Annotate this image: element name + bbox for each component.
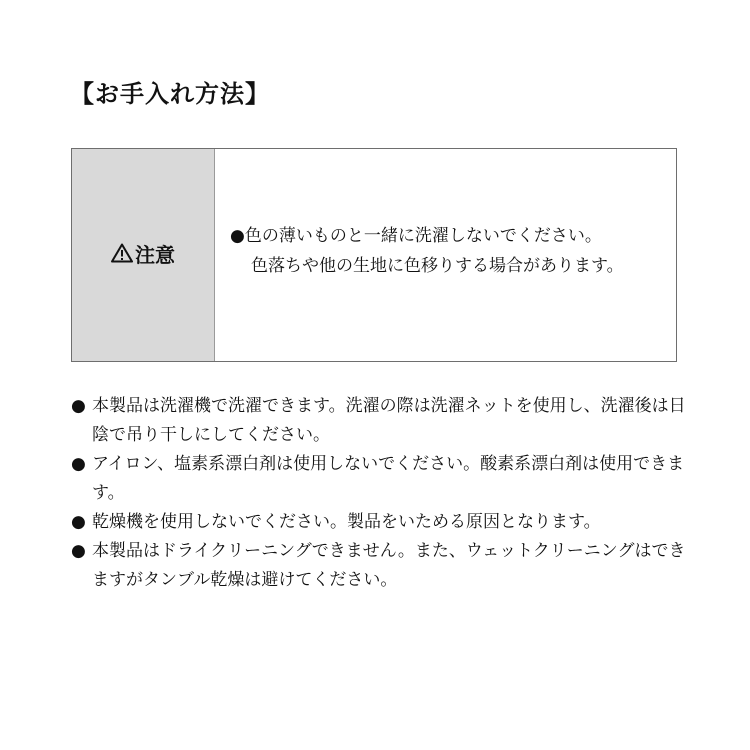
instruction-text: 本製品は洗濯機で洗濯できます。洗濯の際は洗濯ネットを使用し、洗濯後は日陰で吊り干しにしてください。 [92,396,686,445]
caution-box [71,148,677,362]
caution-label-cell [72,149,215,361]
instruction-item [71,392,691,450]
warning-icon [111,243,133,263]
bullet: ● [71,541,86,561]
caution-label [111,239,175,268]
caution-content [215,149,676,361]
caution-line-1-text: 色の薄いものと一緒に洗濯しないでください。 [244,226,602,246]
caution-bullet: ● [230,226,245,246]
instruction-text: アイロン、塩素系漂白剤は使用しないでください。酸素系漂白剤は使用できます。 [92,454,685,503]
caution-line-1 [230,221,676,251]
caution-line-2: 色落ちや他の生地に色移りする場合があります。 [251,256,624,276]
bullet: ● [71,396,86,416]
instruction-text: 乾燥機を使用しないでください。製品をいためる原因となります。 [92,512,601,532]
instruction-text: 本製品はドライクリーニングできません。また、ウェットクリーニングはできますがタンブル乾燥は避けてください。 [92,541,686,590]
bullet: ● [71,512,86,532]
instruction-item [71,537,691,595]
page-title: 【お手入れ方法】 [70,80,270,108]
caution-label-text: 注意 [135,242,175,267]
instruction-item [71,508,691,537]
instruction-list [71,392,691,595]
bullet: ● [71,454,86,474]
instruction-item [71,450,691,508]
